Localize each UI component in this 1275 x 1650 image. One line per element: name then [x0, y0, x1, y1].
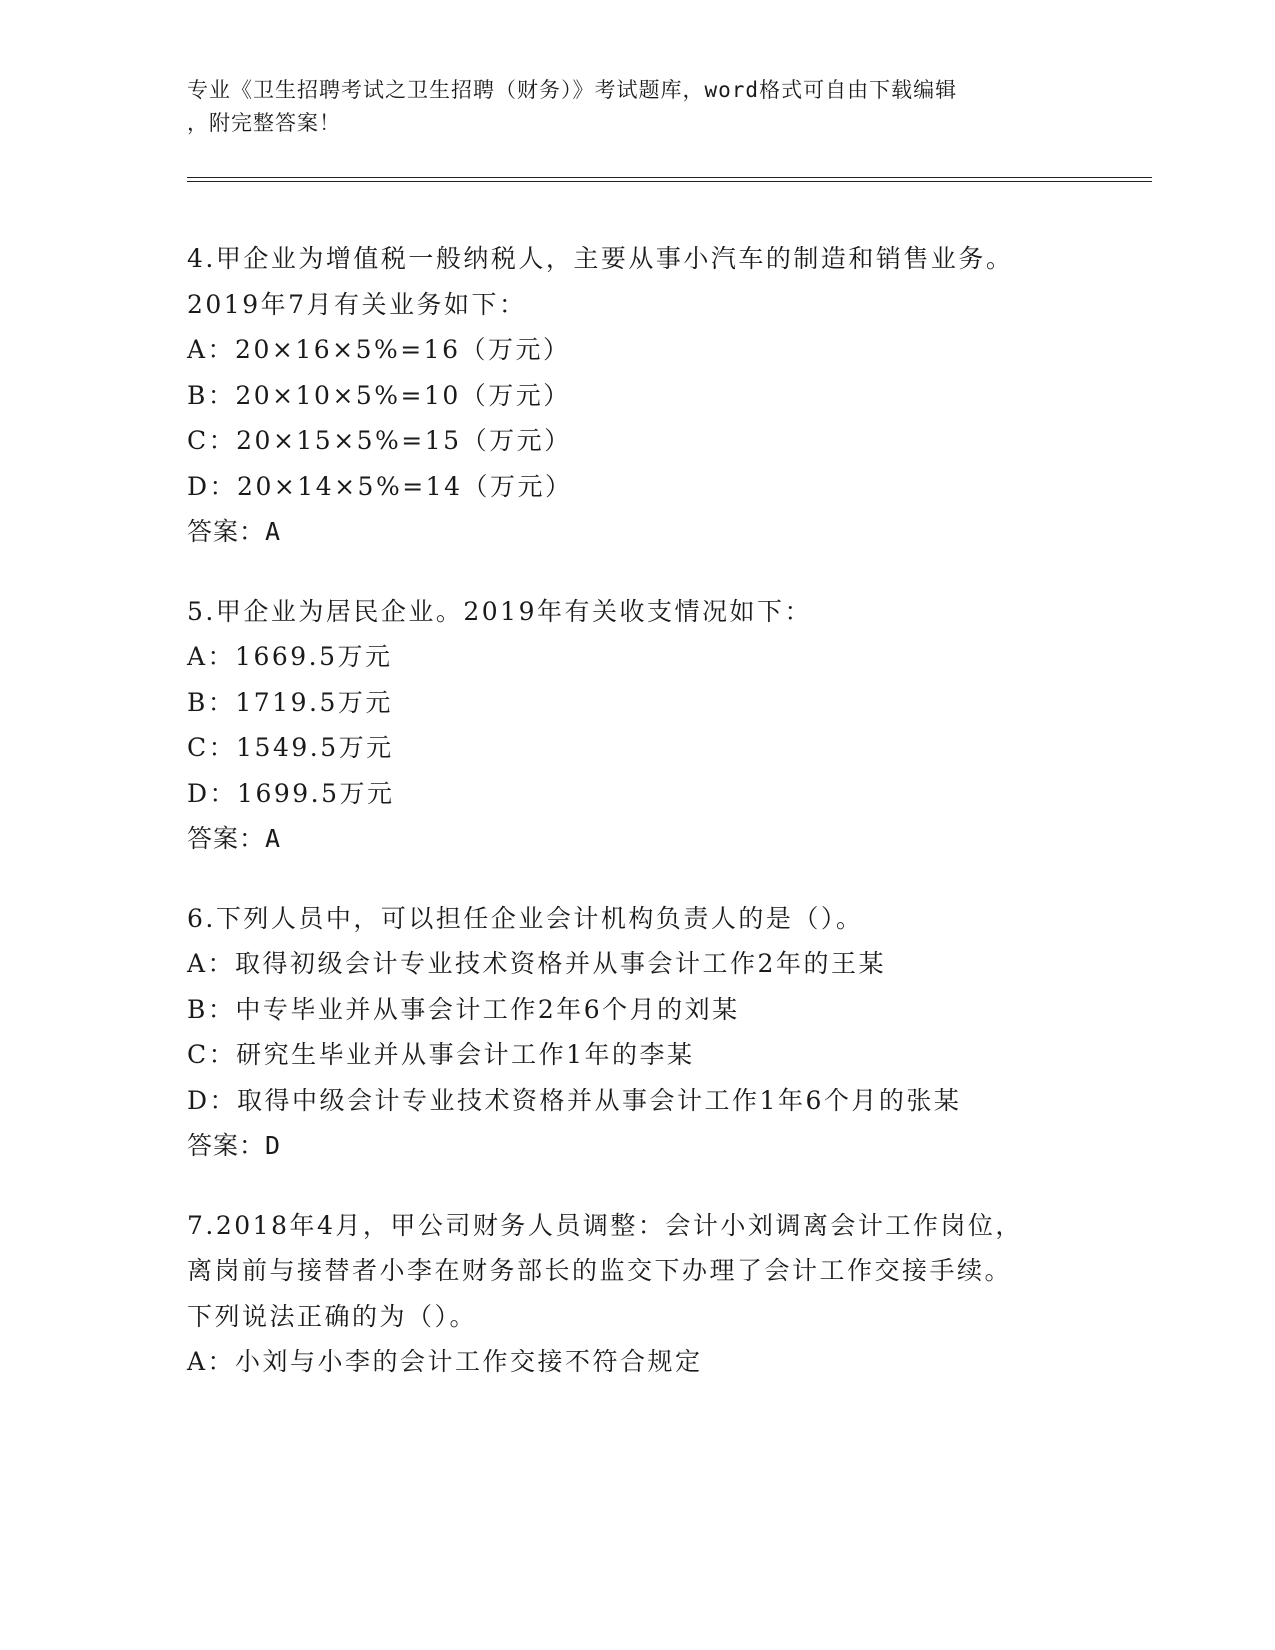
question-4 — [187, 236, 1147, 555]
option-d: D：取得中级会计专业技术资格并从事会计工作1年6个月的张某 — [187, 1085, 962, 1115]
question-6 — [187, 896, 1147, 1169]
question-stem-line: 6.下列人员中，可以担任企业会计机构负责人的是（）。 — [187, 903, 864, 933]
option-d: D：1699.5万元 — [187, 778, 395, 808]
header-divider-top — [187, 177, 1152, 178]
document-header — [187, 74, 1067, 140]
option-a: A：小刘与小李的会计工作交接不符合规定 — [187, 1347, 703, 1376]
question-stem-line: 4.甲企业为增值税一般纳税人，主要从事小汽车的制造和销售业务。 — [187, 244, 1014, 273]
option-c: C：研究生毕业并从事会计工作1年的李某 — [187, 1040, 695, 1069]
question-stem-line: 离岗前与接替者小李在财务部长的监交下办理了会计工作交接手续。 — [187, 1256, 1013, 1285]
question-list — [187, 236, 1147, 1419]
option-a: A：1669.5万元 — [187, 642, 393, 671]
question-5 — [187, 589, 1147, 862]
answer-text: 答案：A — [187, 517, 282, 546]
answer-text: 答案：D — [187, 1131, 282, 1160]
header-divider-bottom — [187, 181, 1152, 182]
header-line-2: ，附完整答案！ — [187, 111, 341, 135]
question-7 — [187, 1203, 1147, 1385]
option-a: A：20×16×5%=16（万元） — [187, 335, 571, 364]
option-a: A：取得初级会计专业技术资格并从事会计工作2年的王某 — [187, 949, 886, 978]
header-line-1: 专业《卫生招聘考试之卫生招聘（财务）》考试题库，word格式可自由下载编辑 — [187, 78, 958, 102]
option-b: B：1719.5万元 — [187, 687, 393, 717]
option-b: B：中专毕业并从事会计工作2年6个月的刘某 — [187, 994, 740, 1024]
question-stem-line: 7.2018年4月，甲公司财务人员调整：会计小刘调离会计工作岗位， — [187, 1210, 1023, 1240]
option-b: B：20×10×5%=10（万元） — [187, 380, 571, 410]
option-c: C：20×15×5%=15（万元） — [187, 426, 572, 455]
option-d: D：20×14×5%=14（万元） — [187, 471, 573, 501]
question-stem-line: 5.甲企业为居民企业。2019年有关收支情况如下： — [187, 596, 812, 626]
question-stem-line: 2019年7月有关业务如下： — [187, 289, 527, 319]
answer-text: 答案：A — [187, 824, 282, 853]
question-stem-line: 下列说法正确的为（）。 — [187, 1301, 478, 1331]
option-c: C：1549.5万元 — [187, 733, 394, 762]
